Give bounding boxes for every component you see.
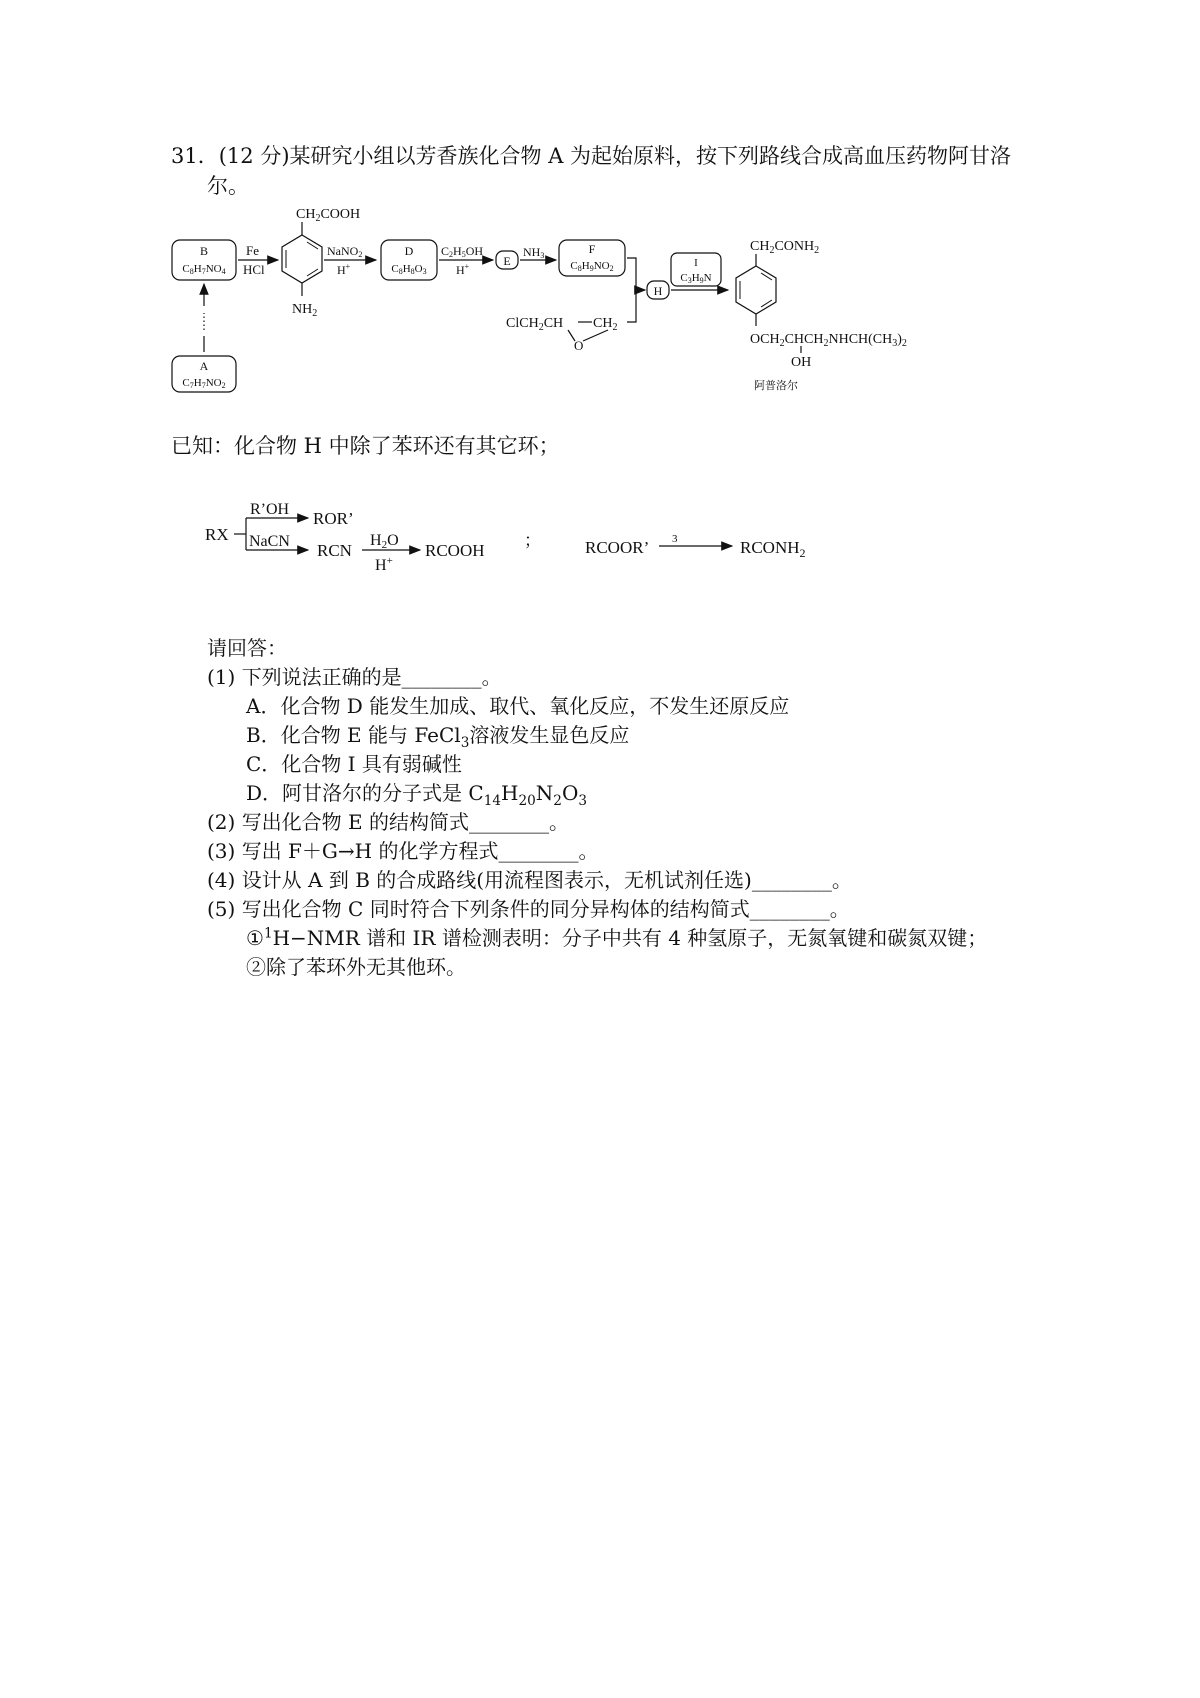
reagent-NH3: NH	[523, 245, 541, 259]
compound-F-label: F	[588, 242, 596, 256]
question-intro-line2: 尔。	[207, 174, 249, 198]
product-caption: 阿普洛尔	[754, 380, 798, 392]
svg-text:OH: OH	[791, 355, 812, 370]
answer-prompt: 请回答：	[207, 636, 287, 660]
question-3: (3) 写出 F＋G→H 的化学方程式________。	[207, 839, 599, 863]
compound-D-formula: C8H8O3	[391, 263, 427, 276]
compound-I-label: I	[694, 257, 698, 269]
compound-B-label: B	[199, 244, 209, 258]
svg-text:RCONH2: $RCONH_2$	[740, 538, 806, 560]
known-reactions	[0, 490, 1200, 610]
reagent-ROH: R’OH	[250, 501, 290, 518]
svg-text:RCOOH: RCOOH	[425, 541, 485, 560]
compound-A-formula: C7H7NO2	[182, 377, 226, 390]
product-structure	[736, 239, 907, 392]
synthesis-scheme	[0, 0, 1200, 420]
CH2COOH-label: $CH_2COOH$	[296, 207, 361, 224]
option-D: D．阿甘洛尔的分子式是 $C_{14}H_{20}N_2O_3$	[246, 781, 587, 809]
reagent-water: H2O	[370, 532, 399, 551]
compound-G-structure	[506, 316, 617, 353]
option-A: A．化合物 D 能发生加成、取代、氧化反应，不发生还原反应	[246, 694, 790, 718]
known-label: 已知：化合物 H 中除了苯环还有其它环；	[171, 434, 560, 458]
reagent-ethanol: C2H5OH	[441, 244, 484, 259]
compound-A-box	[172, 356, 236, 392]
svg-text:H+: H+	[375, 555, 393, 574]
compound-H-label: H	[653, 284, 663, 298]
svg-text:3: 3	[672, 533, 678, 545]
compound-F-formula: C8H9NO2	[570, 260, 614, 273]
compound-D-box	[381, 240, 437, 280]
option-C: C．化合物 I 具有弱碱性	[246, 752, 462, 776]
question-5: (5) 写出化合物 C 同时符合下列条件的同分异构体的结构简式________。	[207, 897, 850, 921]
svg-text:CH2CONH2: $CH_2CONH_2$	[750, 239, 820, 256]
question-intro-line1: 某研究小组以芳香族化合物 A 为起始原料，按下列路线合成高血压药物阿甘洛	[289, 144, 1012, 168]
compound-I-formula: C3H9N	[680, 272, 712, 285]
svg-text:H+: H+	[456, 262, 470, 277]
compound-E-label: E	[503, 254, 511, 268]
svg-text:OCH2CHCH2NHCH(CH3)2: $OCH_2CHCH_2NHCH(CH_3)_2$	[750, 332, 907, 349]
svg-text:ClCH2CH: ClCH$_2$CH	[506, 316, 564, 333]
NH2-label: $NH_2$	[292, 302, 318, 319]
reagent-NaCN: NaCN	[249, 533, 290, 550]
reagent-HCl: HCl	[243, 262, 265, 277]
svg-text:ROR’: ROR’	[313, 509, 354, 528]
svg-text:；: ；	[524, 531, 541, 550]
question-number: 31．	[171, 144, 219, 168]
condition-2: ②除了苯环外无其他环。	[246, 955, 466, 979]
svg-text:RCN: RCN	[317, 541, 352, 560]
reagent-NaNO2: NaNO	[327, 244, 359, 258]
condition-1: ①$^1$H−NMR 谱和 IR 谱检测表明：分子中共有 4 种氢原子，无氮氧键和碳氮双键；	[246, 925, 988, 950]
question-4: (4) 设计从 A 到 B 的合成路线(用流程图表示，无机试剂任选)________。	[207, 868, 852, 892]
compound-I-box	[671, 253, 721, 286]
compound-D-label: D	[404, 244, 414, 258]
compound-A-label: A	[199, 359, 209, 373]
svg-text:CH2: $CH_2$	[593, 316, 618, 333]
svg-text:NaNO2: NaNO2	[327, 244, 363, 259]
question-1: (1) 下列说法正确的是________。	[207, 665, 502, 689]
svg-text:H+: H+	[337, 262, 351, 277]
compound-F-box	[559, 240, 625, 276]
svg-text:RCOOR’: RCOOR’	[585, 538, 650, 557]
option-B: B．化合物 E 能与 FeCl$_3$溶液发生显色反应	[246, 723, 630, 751]
compound-B-formula: C8H7NO4	[182, 263, 226, 276]
svg-text:O: O	[574, 338, 584, 353]
svg-text:NH3: NH3	[523, 245, 545, 260]
svg-text:RX: RX	[205, 525, 229, 544]
question-2: (2) 写出化合物 E 的结构简式________。	[207, 810, 570, 834]
question-points: (12 分)	[218, 144, 290, 168]
reagent-Fe: Fe	[246, 243, 259, 258]
compound-B-box	[172, 240, 236, 280]
